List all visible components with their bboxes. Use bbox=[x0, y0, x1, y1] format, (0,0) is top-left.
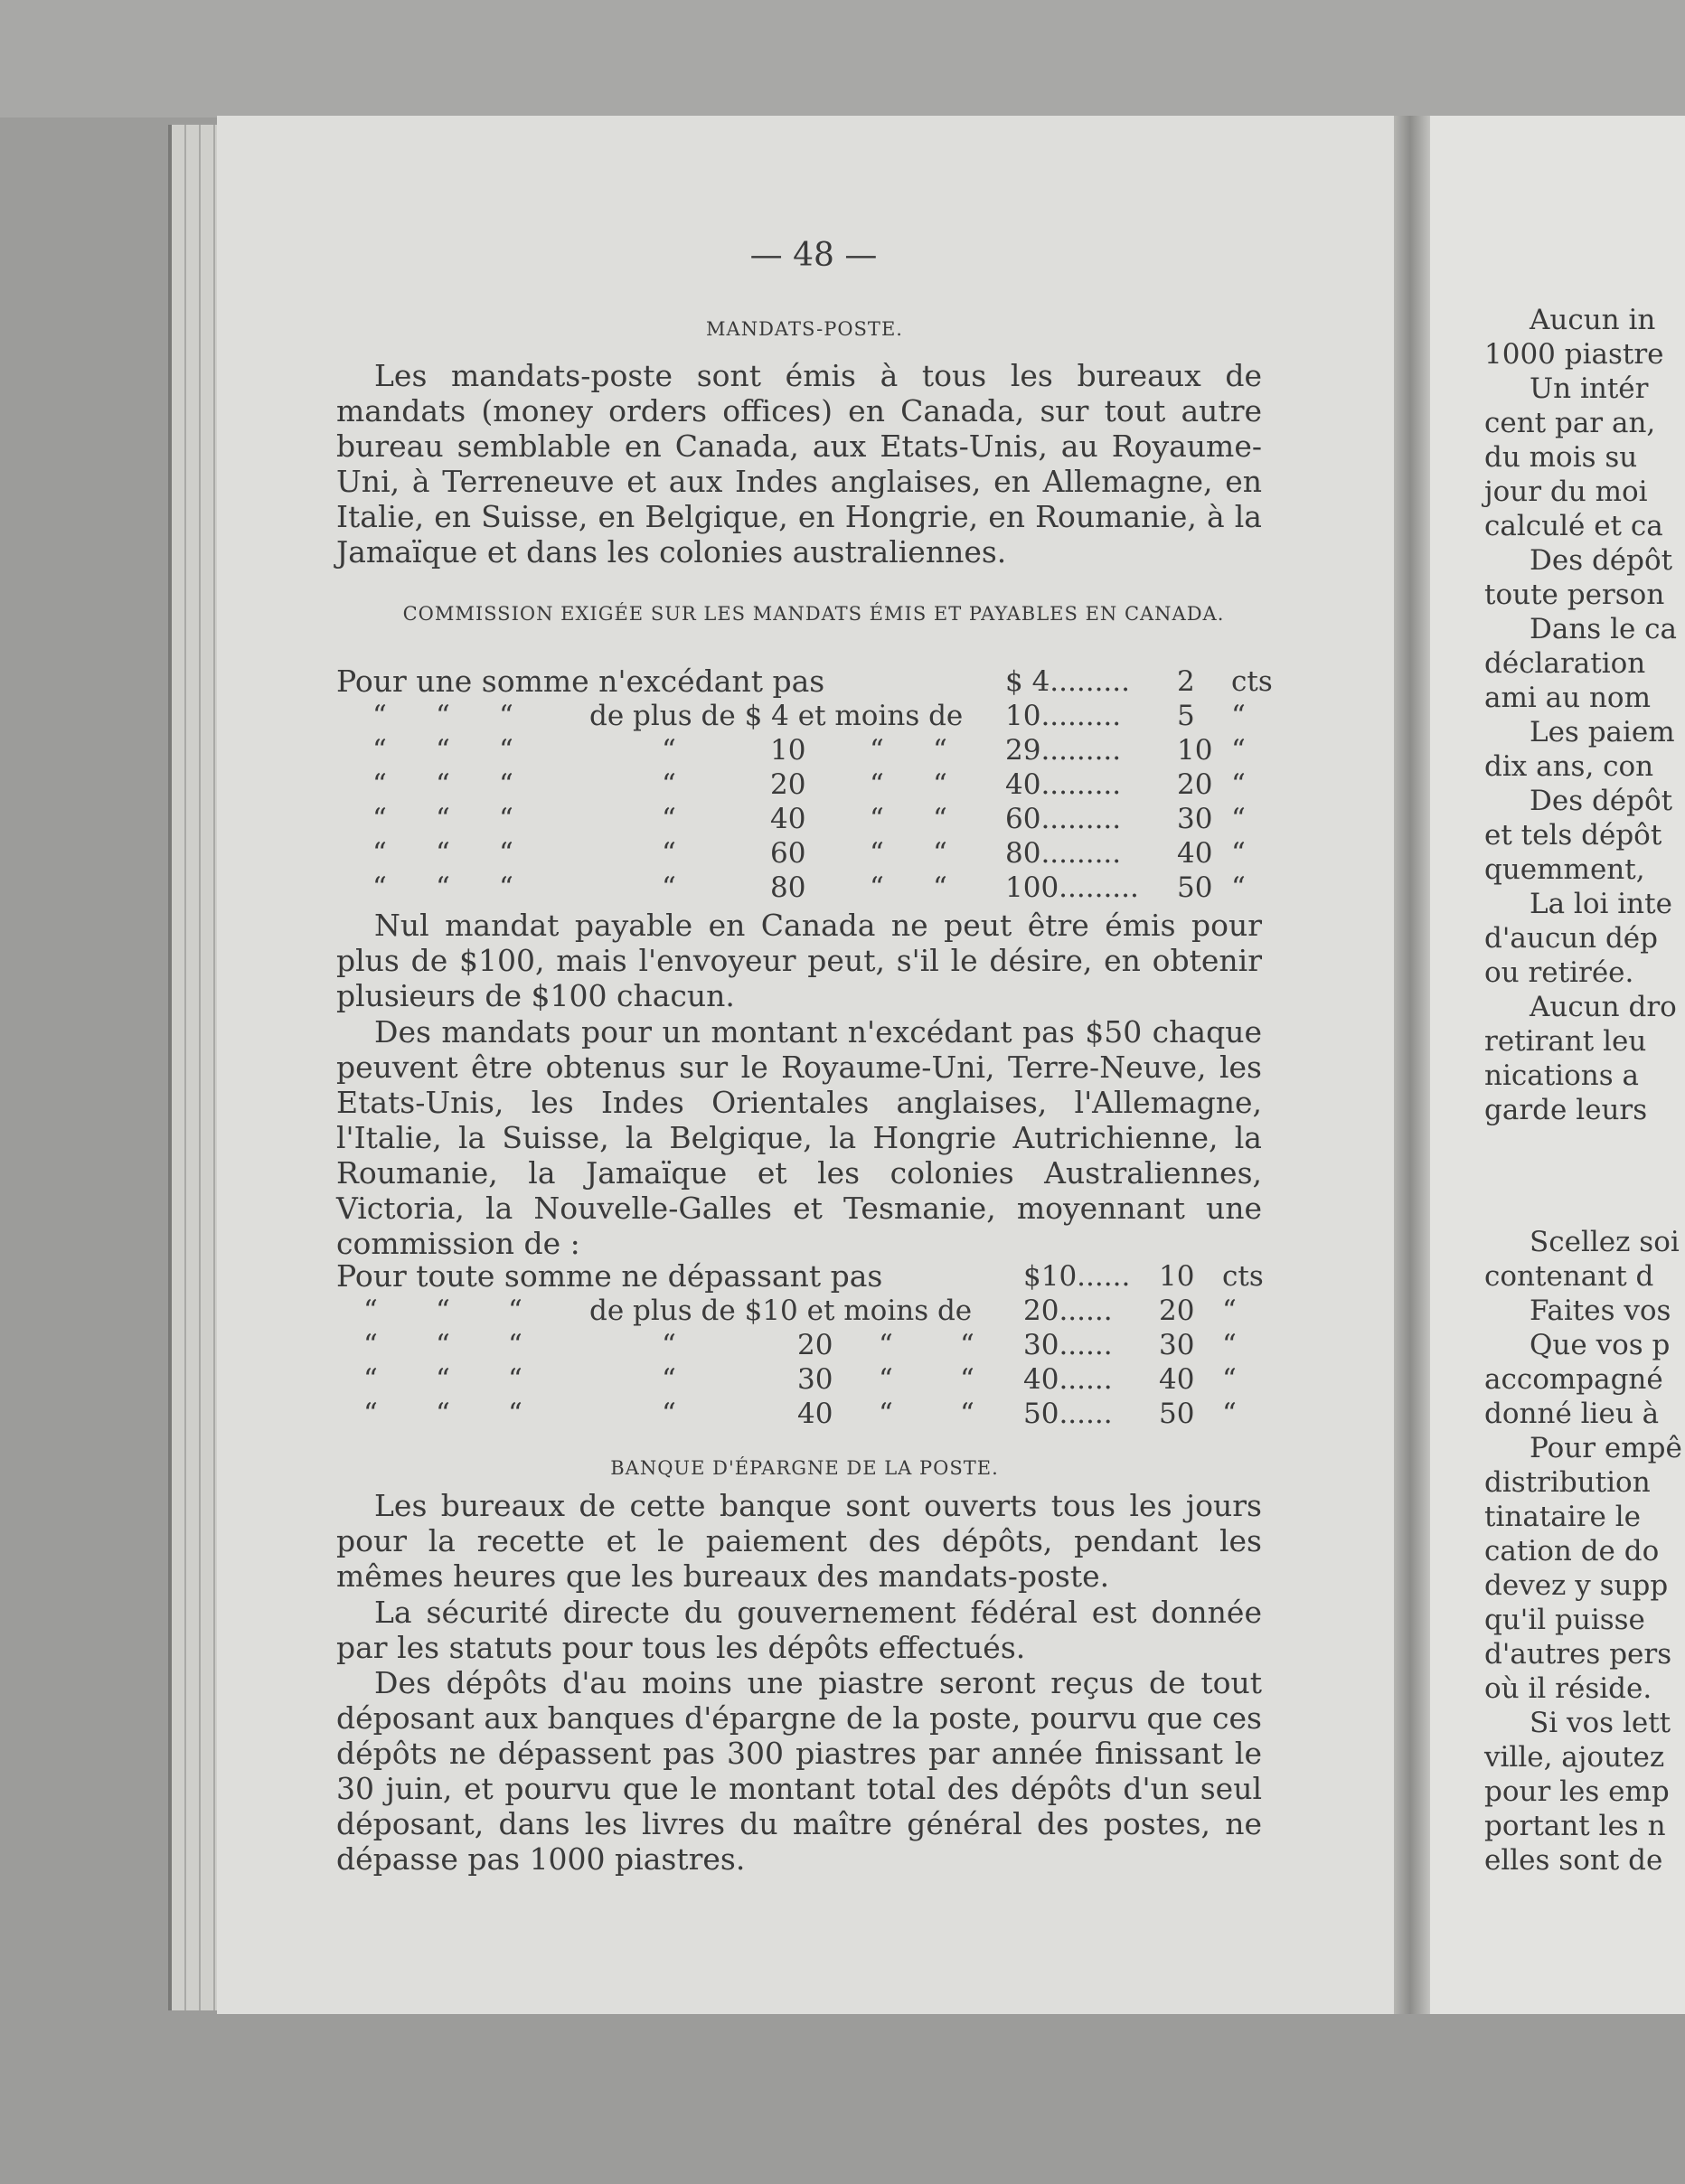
rate-row bbox=[336, 1294, 1267, 1328]
rate-ditto3: “ bbox=[499, 768, 513, 801]
right-page-line: pour les emp bbox=[1484, 1775, 1670, 1808]
rate-cost: 30 bbox=[1177, 803, 1213, 835]
rate-upper: 100......... bbox=[1005, 871, 1139, 904]
right-page-line: qu'il puisse bbox=[1484, 1604, 1645, 1636]
rate-ditto5: “ bbox=[870, 803, 884, 835]
paragraph-banque-3: Des dépôts d'au moins une piastre seront reçus de tout déposant aux banques d'épargne de la poste, pourvu que ces dépôts ne dépassent pas 300 piastres par année finissant le 30 juin, et pourvu que le montant total des dépôts d'un seul déposant, dans les livres du maître général des postes, ne dépasse pas 1000 piastres. bbox=[336, 1665, 1262, 1877]
rate-ditto6: “ bbox=[933, 803, 947, 835]
rate-ditto5: “ bbox=[879, 1398, 893, 1430]
right-page-line: cation de do bbox=[1484, 1535, 1660, 1567]
rate-cost: 40 bbox=[1177, 837, 1213, 870]
right-page-line: tinataire le bbox=[1484, 1501, 1641, 1533]
rate-unit: “ bbox=[1231, 768, 1246, 801]
right-page-line: retirant leu bbox=[1484, 1025, 1647, 1058]
rate-upper: 10......... bbox=[1005, 700, 1122, 732]
canada-rates-intro: Pour une somme n'excédant pas bbox=[336, 664, 825, 699]
right-page-line: Dans le ca bbox=[1530, 613, 1678, 645]
rate-lower: 40 bbox=[770, 803, 806, 835]
rate-ditto3: “ bbox=[508, 1294, 522, 1327]
right-page-line: Des dépôt bbox=[1530, 544, 1673, 577]
right-page-line: Aucun in bbox=[1530, 304, 1656, 336]
rate-row bbox=[336, 1259, 1267, 1294]
rate-ditto4: “ bbox=[662, 837, 676, 870]
right-page-line: d'autres pers bbox=[1484, 1638, 1672, 1671]
rate-row bbox=[336, 1362, 1267, 1397]
rate-unit: “ bbox=[1231, 871, 1246, 904]
rate-unit: “ bbox=[1222, 1329, 1237, 1361]
rate-lower: 40 bbox=[797, 1398, 833, 1430]
rate-unit: “ bbox=[1222, 1294, 1237, 1327]
rate-lower: 20 bbox=[797, 1329, 833, 1361]
rate-upper: 50...... bbox=[1023, 1398, 1113, 1430]
rate-unit: “ bbox=[1231, 837, 1246, 870]
rate-ditto3: “ bbox=[499, 700, 513, 732]
right-page-line: elles sont de bbox=[1484, 1844, 1663, 1877]
rate-upper: $ 4......... bbox=[1005, 665, 1130, 698]
paragraph-mandats-poste: Les mandats-poste sont émis à tous les bureaux de mandats (money orders offices) en Canada, sur tout autre bureau semblable en Canada, aux Etats-Unis, au Royaume-Uni, à Terreneuve et aux Indes anglaises, en Allemagne, en Italie, en Suisse, en Belgique, en Hongrie, en Roumanie, à la Jamaïque et dans les colonies australiennes. bbox=[336, 358, 1262, 570]
rate-ditto2: “ bbox=[436, 734, 450, 767]
rate-unit: “ bbox=[1222, 1398, 1237, 1430]
rate-ditto4: “ bbox=[662, 734, 676, 767]
rate-cost: 50 bbox=[1159, 1398, 1195, 1430]
rate-unit: cts bbox=[1222, 1260, 1264, 1293]
rate-lower: 60 bbox=[770, 837, 806, 870]
paragraph-limit: Nul mandat payable en Canada ne peut être émis pour plus de $100, mais l'envoyeur peut, s'il le désire, en obtenir plusieurs de $100 chacun. bbox=[336, 908, 1262, 1013]
rate-unit: “ bbox=[1231, 803, 1246, 835]
right-page-line: Les paiem bbox=[1530, 716, 1675, 748]
rate-ditto1: “ bbox=[372, 837, 387, 870]
rate-cost: 50 bbox=[1177, 871, 1213, 904]
rate-cost: 30 bbox=[1159, 1329, 1195, 1361]
rate-row bbox=[336, 699, 1267, 733]
rate-upper: 40......... bbox=[1005, 768, 1122, 801]
right-page-line: quemment, bbox=[1484, 853, 1645, 886]
rate-ditto5: “ bbox=[870, 734, 884, 767]
right-page-line: et tels dépôt bbox=[1484, 819, 1662, 852]
rate-row bbox=[336, 1328, 1267, 1362]
rate-upper: 60......... bbox=[1005, 803, 1122, 835]
rate-ditto4: “ bbox=[662, 1398, 676, 1430]
rate-ditto5: “ bbox=[870, 871, 884, 904]
right-page-line: Que vos p bbox=[1530, 1329, 1671, 1361]
rate-ditto2: “ bbox=[436, 768, 450, 801]
rate-cost: 20 bbox=[1159, 1294, 1195, 1327]
rate-ditto2: “ bbox=[436, 1363, 450, 1396]
canada-rates-table bbox=[336, 664, 1273, 905]
rate-cost: 2 bbox=[1177, 665, 1195, 698]
rate-ditto2: “ bbox=[436, 1398, 450, 1430]
rate-lower: 20 bbox=[770, 768, 806, 801]
rate-ditto6: “ bbox=[960, 1363, 974, 1396]
book-gutter bbox=[1394, 116, 1430, 2014]
right-page-line: donné lieu à bbox=[1484, 1398, 1660, 1430]
rate-ditto3: “ bbox=[508, 1329, 522, 1361]
rate-ditto1: “ bbox=[372, 871, 387, 904]
right-page-line: Faites vos bbox=[1530, 1294, 1671, 1327]
right-page-line: dix ans, con bbox=[1484, 750, 1654, 783]
right-page-line: distribution bbox=[1484, 1466, 1651, 1499]
right-page-line: Scellez soi bbox=[1530, 1226, 1680, 1258]
right-page bbox=[1430, 116, 1685, 2014]
right-page-line: Des dépôt bbox=[1530, 785, 1673, 817]
rate-phrase: de plus de $ 4 et moins de bbox=[589, 700, 964, 732]
rate-cost: 20 bbox=[1177, 768, 1213, 801]
rate-ditto1: “ bbox=[363, 1294, 378, 1327]
rate-row bbox=[336, 733, 1267, 767]
rate-ditto3: “ bbox=[508, 1398, 522, 1430]
rate-row bbox=[336, 767, 1267, 802]
right-page-line: Pour empê bbox=[1530, 1432, 1682, 1464]
rate-ditto3: “ bbox=[499, 734, 513, 767]
rate-upper: $10...... bbox=[1023, 1260, 1131, 1293]
rate-ditto1: “ bbox=[363, 1398, 378, 1430]
rate-lower: 30 bbox=[797, 1363, 833, 1396]
right-page-line: La loi inte bbox=[1530, 888, 1672, 920]
right-page-line: Si vos lett bbox=[1530, 1707, 1671, 1739]
rate-ditto4: “ bbox=[662, 871, 676, 904]
paragraph-banque-1: Les bureaux de cette banque sont ouverts tous les jours pour la recette et le paiement des dépôts, pendant les mêmes heures que les bureaux des mandats-poste. bbox=[336, 1488, 1262, 1594]
rate-ditto4: “ bbox=[662, 803, 676, 835]
right-page-line: jour du moi bbox=[1484, 475, 1648, 508]
rate-upper: 80......... bbox=[1005, 837, 1122, 870]
commission-heading: COMMISSION EXIGÉE SUR LES MANDATS ÉMIS ET PAYABLES EN CANADA. bbox=[402, 603, 1225, 625]
rate-cost: 10 bbox=[1177, 734, 1213, 767]
rate-ditto5: “ bbox=[870, 768, 884, 801]
right-page-line: nications a bbox=[1484, 1059, 1639, 1092]
rate-ditto6: “ bbox=[933, 768, 947, 801]
rate-ditto2: “ bbox=[436, 803, 450, 835]
rate-lower: 10 bbox=[770, 734, 806, 767]
rate-ditto1: “ bbox=[372, 700, 387, 732]
rate-upper: 20...... bbox=[1023, 1294, 1113, 1327]
rate-ditto3: “ bbox=[508, 1363, 522, 1396]
right-page-line: toute person bbox=[1484, 579, 1665, 611]
rate-upper: 30...... bbox=[1023, 1329, 1113, 1361]
rate-lower: 80 bbox=[770, 871, 806, 904]
rate-ditto5: “ bbox=[879, 1329, 893, 1361]
rate-ditto1: “ bbox=[372, 803, 387, 835]
rate-row bbox=[336, 664, 1273, 699]
rate-ditto3: “ bbox=[499, 837, 513, 870]
rate-unit: “ bbox=[1231, 700, 1246, 732]
right-page-line: accompagné bbox=[1484, 1363, 1663, 1396]
paragraph-banque-2: La sécurité directe du gouvernement fédéral est donnée par les statuts pour tous les dépôts effectués. bbox=[336, 1595, 1262, 1665]
right-page-line: déclaration bbox=[1484, 647, 1646, 680]
section-title-mandats-poste: MANDATS-POSTE. bbox=[706, 318, 903, 340]
right-page-line: garde leurs bbox=[1484, 1094, 1648, 1126]
right-page-line: cent par an, bbox=[1484, 407, 1656, 439]
foreign-rates-table bbox=[336, 1259, 1267, 1431]
rate-ditto4: “ bbox=[662, 768, 676, 801]
right-page-line: d'aucun dép bbox=[1484, 922, 1658, 955]
right-page-line: ami au nom bbox=[1484, 682, 1651, 714]
rate-cost: 40 bbox=[1159, 1363, 1195, 1396]
rate-cost: 10 bbox=[1159, 1260, 1195, 1293]
rate-phrase: de plus de $10 et moins de bbox=[589, 1294, 973, 1327]
right-page-line: Un intér bbox=[1530, 372, 1649, 405]
rate-row bbox=[336, 1397, 1267, 1431]
right-page-line: devez y supp bbox=[1484, 1569, 1669, 1602]
rate-ditto1: “ bbox=[363, 1363, 378, 1396]
rate-ditto3: “ bbox=[499, 803, 513, 835]
rate-upper: 40...... bbox=[1023, 1363, 1113, 1396]
rate-ditto5: “ bbox=[879, 1363, 893, 1396]
rate-ditto6: “ bbox=[933, 871, 947, 904]
right-page-line: portant les n bbox=[1484, 1810, 1666, 1842]
rate-ditto1: “ bbox=[363, 1329, 378, 1361]
rate-ditto2: “ bbox=[436, 1294, 450, 1327]
rate-ditto1: “ bbox=[372, 768, 387, 801]
foreign-rates-intro: Pour toute somme ne dépassant pas bbox=[336, 1258, 883, 1294]
section-title-banque-epargne: BANQUE D'ÉPARGNE DE LA POSTE. bbox=[610, 1457, 999, 1479]
rate-unit: “ bbox=[1231, 734, 1246, 767]
rate-ditto2: “ bbox=[436, 871, 450, 904]
rate-ditto5: “ bbox=[870, 837, 884, 870]
right-page-line: ou retirée. bbox=[1484, 956, 1634, 989]
rate-row bbox=[336, 802, 1267, 836]
rate-upper: 29......... bbox=[1005, 734, 1122, 767]
rate-ditto6: “ bbox=[933, 734, 947, 767]
rate-row bbox=[336, 871, 1267, 905]
scan-background-top bbox=[0, 0, 1685, 118]
right-page-line: du mois su bbox=[1484, 441, 1638, 474]
rate-ditto4: “ bbox=[662, 1329, 676, 1361]
rate-ditto6: “ bbox=[960, 1329, 974, 1361]
rate-ditto2: “ bbox=[436, 837, 450, 870]
paragraph-foreign: Des mandats pour un montant n'excédant pas $50 chaque peuvent être obtenus sur le Royaume-Uni, Terre-Neuve, les Etats-Unis, les Indes Orientales anglaises, l'Allemagne, l'Italie, la Suisse, la Belgique, la Hongrie Autrichienne, la Roumanie, la Jamaïque et les colonies Australiennes, Victoria, la Nouvelle-Galles et Tesmanie, moyennant une commission de : bbox=[336, 1014, 1262, 1261]
rate-cost: 5 bbox=[1177, 700, 1195, 732]
right-page-line: 1000 piastre bbox=[1484, 338, 1664, 371]
rate-unit: cts bbox=[1231, 665, 1273, 698]
page-number: — 48 — bbox=[749, 237, 878, 274]
rate-unit: “ bbox=[1222, 1363, 1237, 1396]
rate-ditto6: “ bbox=[933, 837, 947, 870]
right-page-line: Aucun dro bbox=[1530, 991, 1677, 1023]
right-page-line: où il réside. bbox=[1484, 1672, 1652, 1705]
rate-ditto2: “ bbox=[436, 700, 450, 732]
rate-row bbox=[336, 836, 1267, 871]
rate-ditto2: “ bbox=[436, 1329, 450, 1361]
rate-ditto1: “ bbox=[372, 734, 387, 767]
right-page-line: contenant d bbox=[1484, 1260, 1654, 1293]
rate-ditto4: “ bbox=[662, 1363, 676, 1396]
rate-ditto6: “ bbox=[960, 1398, 974, 1430]
rate-ditto3: “ bbox=[499, 871, 513, 904]
right-page-line: calculé et ca bbox=[1484, 510, 1663, 542]
scan-background-bottom bbox=[0, 2014, 1685, 2184]
right-page-line: ville, ajoutez bbox=[1484, 1741, 1665, 1774]
